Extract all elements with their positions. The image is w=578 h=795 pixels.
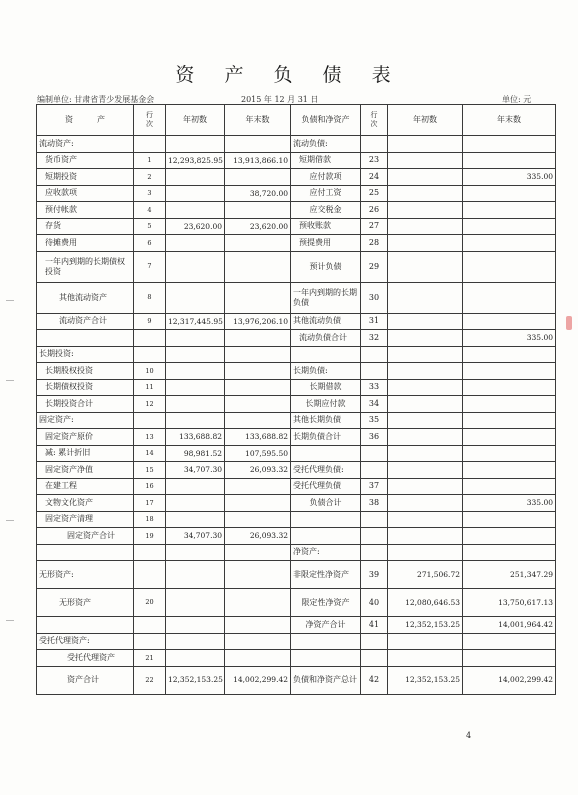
- asset-line-no: 8: [134, 282, 166, 313]
- asset-label: 固定资产原价: [37, 429, 134, 446]
- liability-begin-amount: [388, 650, 463, 667]
- liability-label: [291, 528, 361, 545]
- liability-end-amount: [463, 218, 556, 235]
- margin-mark: [6, 380, 14, 381]
- asset-begin-amount: [166, 396, 225, 413]
- liability-begin-amount: [388, 185, 463, 202]
- asset-begin-amount: 133,688.82: [166, 429, 225, 446]
- table-row: [37, 478, 556, 495]
- table-row: [37, 633, 556, 650]
- liability-end-amount: [463, 313, 556, 330]
- liability-label: 受托代理负债: [291, 478, 361, 495]
- liability-label: [291, 445, 361, 462]
- table-row: [37, 445, 556, 462]
- liability-line-no: 37: [361, 478, 388, 495]
- table-row: [37, 589, 556, 617]
- asset-begin-amount: [166, 379, 225, 396]
- liability-begin-amount: [388, 544, 463, 561]
- asset-line-no: [134, 633, 166, 650]
- liability-end-amount: [463, 202, 556, 219]
- liability-begin-amount: [388, 235, 463, 252]
- asset-end-amount: 26,093.32: [225, 528, 291, 545]
- liability-begin-amount: [388, 412, 463, 429]
- header-assets: 资 产: [37, 105, 134, 136]
- asset-begin-amount: [166, 544, 225, 561]
- liability-end-amount: [463, 511, 556, 528]
- asset-line-no: 18: [134, 511, 166, 528]
- liability-line-no: 31: [361, 313, 388, 330]
- liability-begin-amount: [388, 396, 463, 413]
- asset-end-amount: 13,976,206.10: [225, 313, 291, 330]
- table-row: [37, 561, 556, 589]
- asset-end-amount: [225, 379, 291, 396]
- liability-begin-amount: [388, 633, 463, 650]
- table-row: [37, 511, 556, 528]
- liability-end-amount: [463, 445, 556, 462]
- liability-end-amount: [463, 478, 556, 495]
- asset-begin-amount: [166, 633, 225, 650]
- asset-line-no: 6: [134, 235, 166, 252]
- liability-begin-amount: [388, 363, 463, 380]
- table-row: [37, 363, 556, 380]
- liability-line-no: [361, 650, 388, 667]
- asset-end-amount: [225, 478, 291, 495]
- asset-end-amount: [225, 544, 291, 561]
- asset-label: 文物文化资产: [37, 495, 134, 512]
- asset-begin-amount: [166, 185, 225, 202]
- liability-line-no: 33: [361, 379, 388, 396]
- liability-label: 流动负债合计: [291, 330, 361, 347]
- liability-end-amount: [463, 235, 556, 252]
- asset-begin-amount: 23,620.00: [166, 218, 225, 235]
- asset-end-amount: [225, 511, 291, 528]
- liability-end-amount: [463, 185, 556, 202]
- table-row: [37, 313, 556, 330]
- asset-begin-amount: [166, 202, 225, 219]
- liability-label: 净资产:: [291, 544, 361, 561]
- asset-label: 无形资产: [37, 589, 134, 617]
- asset-end-amount: [225, 251, 291, 282]
- liability-begin-amount: [388, 462, 463, 479]
- asset-line-no: 5: [134, 218, 166, 235]
- asset-line-no: 22: [134, 666, 166, 694]
- asset-line-no: 16: [134, 478, 166, 495]
- liability-end-amount: [463, 462, 556, 479]
- liability-line-no: [361, 528, 388, 545]
- asset-begin-amount: [166, 511, 225, 528]
- asset-label: 短期投资: [37, 169, 134, 186]
- asset-end-amount: [225, 633, 291, 650]
- asset-line-no: 14: [134, 445, 166, 462]
- liability-end-amount: 335.00: [463, 330, 556, 347]
- liability-label: 应付工资: [291, 185, 361, 202]
- asset-end-amount: 14,002,299.42: [225, 666, 291, 694]
- liability-line-no: 38: [361, 495, 388, 512]
- liability-end-amount: [463, 346, 556, 363]
- reporting-entity: 编制单位: 甘肃省青少发展基金会: [37, 95, 155, 104]
- liability-end-amount: 13,750,617.13: [463, 589, 556, 617]
- liability-begin-amount: [388, 136, 463, 153]
- asset-end-amount: [225, 495, 291, 512]
- liability-label: [291, 633, 361, 650]
- liability-line-no: [361, 544, 388, 561]
- asset-end-amount: 23,620.00: [225, 218, 291, 235]
- liability-line-no: 25: [361, 185, 388, 202]
- asset-begin-amount: [166, 235, 225, 252]
- asset-end-amount: [225, 169, 291, 186]
- asset-label: [37, 330, 134, 347]
- header-line-no-2: 行 次: [361, 105, 388, 136]
- liability-label: [291, 346, 361, 363]
- asset-line-no: 7: [134, 251, 166, 282]
- asset-line-no: 1: [134, 152, 166, 169]
- liability-end-amount: [463, 363, 556, 380]
- liability-begin-amount: [388, 495, 463, 512]
- liability-label: [291, 650, 361, 667]
- asset-begin-amount: [166, 495, 225, 512]
- asset-label: 流动资产合计: [37, 313, 134, 330]
- asset-line-no: 4: [134, 202, 166, 219]
- liability-label: 应交税金: [291, 202, 361, 219]
- table-row: [37, 202, 556, 219]
- asset-label: 流动资产:: [37, 136, 134, 153]
- table-row: [37, 617, 556, 634]
- asset-end-amount: [225, 561, 291, 589]
- asset-begin-amount: 34,707.30: [166, 462, 225, 479]
- table-row: [37, 218, 556, 235]
- asset-label: 预付帐款: [37, 202, 134, 219]
- liability-begin-amount: [388, 528, 463, 545]
- table-row: [37, 346, 556, 363]
- liability-begin-amount: [388, 478, 463, 495]
- liability-label: 预提费用: [291, 235, 361, 252]
- asset-line-no: 13: [134, 429, 166, 446]
- asset-line-no: 2: [134, 169, 166, 186]
- liability-label: 一年内到期的长期负债: [291, 282, 361, 313]
- asset-line-no: [134, 330, 166, 347]
- asset-end-amount: [225, 282, 291, 313]
- header-end-amount: 年末数: [225, 105, 291, 136]
- asset-end-amount: [225, 330, 291, 347]
- asset-label: 受托代理资产: [37, 650, 134, 667]
- table-row: [37, 185, 556, 202]
- liability-label: 长期负债:: [291, 363, 361, 380]
- asset-begin-amount: [166, 330, 225, 347]
- header-end-amount-2: 年末数: [463, 105, 556, 136]
- margin-mark: [6, 300, 14, 301]
- asset-line-no: 10: [134, 363, 166, 380]
- liability-begin-amount: 12,352,153.25: [388, 617, 463, 634]
- liability-label: 长期负债合计: [291, 429, 361, 446]
- liability-label: 流动负债:: [291, 136, 361, 153]
- asset-end-amount: 107,595.50: [225, 445, 291, 462]
- table-row: [37, 282, 556, 313]
- liability-begin-amount: [388, 152, 463, 169]
- liability-line-no: 24: [361, 169, 388, 186]
- asset-label: 其他流动资产: [37, 282, 134, 313]
- liability-begin-amount: [388, 169, 463, 186]
- asset-line-no: [134, 136, 166, 153]
- liability-line-no: 32: [361, 330, 388, 347]
- asset-line-no: [134, 412, 166, 429]
- asset-end-amount: [225, 617, 291, 634]
- asset-line-no: [134, 561, 166, 589]
- asset-line-no: 15: [134, 462, 166, 479]
- asset-end-amount: [225, 412, 291, 429]
- asset-label: 一年内到期的长期债权投资: [37, 251, 134, 282]
- asset-line-no: 19: [134, 528, 166, 545]
- liability-line-no: [361, 462, 388, 479]
- table-header-row: [37, 105, 556, 136]
- asset-begin-amount: [166, 650, 225, 667]
- table-row: [37, 462, 556, 479]
- asset-label: 在建工程: [37, 478, 134, 495]
- asset-line-no: 21: [134, 650, 166, 667]
- liability-label: 其他长期负债: [291, 412, 361, 429]
- asset-label: 长期股权投资: [37, 363, 134, 380]
- liability-begin-amount: [388, 429, 463, 446]
- asset-begin-amount: [166, 617, 225, 634]
- asset-end-amount: 38,720.00: [225, 185, 291, 202]
- liability-line-no: [361, 633, 388, 650]
- liability-label: 其他流动负债: [291, 313, 361, 330]
- liability-end-amount: [463, 528, 556, 545]
- asset-end-amount: [225, 202, 291, 219]
- liability-label: 非限定性净资产: [291, 561, 361, 589]
- liability-begin-amount: [388, 251, 463, 282]
- asset-line-no: [134, 617, 166, 634]
- table-row: [37, 412, 556, 429]
- liability-label: 长期应付款: [291, 396, 361, 413]
- liability-label: 短期借款: [291, 152, 361, 169]
- liability-begin-amount: 12,352,153.25: [388, 666, 463, 694]
- liability-line-no: 41: [361, 617, 388, 634]
- asset-line-no: 9: [134, 313, 166, 330]
- header-liabilities: 负债和净资产: [291, 105, 361, 136]
- asset-label: [37, 617, 134, 634]
- liability-label: [291, 511, 361, 528]
- liability-line-no: [361, 445, 388, 462]
- asset-begin-amount: [166, 346, 225, 363]
- liability-begin-amount: [388, 445, 463, 462]
- liability-end-amount: 14,001,964.42: [463, 617, 556, 634]
- table-row: [37, 528, 556, 545]
- balance-sheet-table: [36, 104, 556, 695]
- table-row: [37, 330, 556, 347]
- asset-begin-amount: [166, 561, 225, 589]
- liability-label: 预计负债: [291, 251, 361, 282]
- asset-label: 固定资产:: [37, 412, 134, 429]
- header-line-no: 行 次: [134, 105, 166, 136]
- asset-line-no: [134, 544, 166, 561]
- asset-end-amount: 133,688.82: [225, 429, 291, 446]
- liability-label: 负债合计: [291, 495, 361, 512]
- asset-label: 资产合计: [37, 666, 134, 694]
- table-row: [37, 379, 556, 396]
- liability-line-no: [361, 346, 388, 363]
- table-row: [37, 495, 556, 512]
- asset-line-no: 17: [134, 495, 166, 512]
- liability-line-no: 28: [361, 235, 388, 252]
- liability-end-amount: 251,347.29: [463, 561, 556, 589]
- asset-label: 货币资产: [37, 152, 134, 169]
- liability-line-no: 39: [361, 561, 388, 589]
- asset-line-no: 20: [134, 589, 166, 617]
- liability-end-amount: [463, 282, 556, 313]
- asset-end-amount: 26,093.32: [225, 462, 291, 479]
- asset-line-no: 12: [134, 396, 166, 413]
- liability-begin-amount: [388, 346, 463, 363]
- asset-begin-amount: 98,981.52: [166, 445, 225, 462]
- liability-label: 限定性净资产: [291, 589, 361, 617]
- asset-begin-amount: [166, 412, 225, 429]
- liability-line-no: [361, 511, 388, 528]
- liability-line-no: 36: [361, 429, 388, 446]
- table-row: [37, 429, 556, 446]
- asset-line-no: [134, 346, 166, 363]
- asset-label: 存货: [37, 218, 134, 235]
- liability-begin-amount: 271,506.72: [388, 561, 463, 589]
- asset-label: 待摊费用: [37, 235, 134, 252]
- liability-label: 长期借款: [291, 379, 361, 396]
- liability-begin-amount: [388, 511, 463, 528]
- asset-label: 长期投资合计: [37, 396, 134, 413]
- asset-label: 长期债权投资: [37, 379, 134, 396]
- liability-label: 应付款项: [291, 169, 361, 186]
- liability-line-no: 29: [361, 251, 388, 282]
- asset-label: [37, 544, 134, 561]
- liability-line-no: 42: [361, 666, 388, 694]
- liability-line-no: 35: [361, 412, 388, 429]
- table-row: [37, 169, 556, 186]
- asset-end-amount: [225, 346, 291, 363]
- liability-label: 受托代理负债:: [291, 462, 361, 479]
- liability-end-amount: [463, 136, 556, 153]
- liability-end-amount: 335.00: [463, 169, 556, 186]
- asset-end-amount: 13,913,866.10: [225, 152, 291, 169]
- liability-end-amount: [463, 251, 556, 282]
- liability-end-amount: [463, 544, 556, 561]
- liability-label: 净资产合计: [291, 617, 361, 634]
- asset-begin-amount: 34,707.30: [166, 528, 225, 545]
- liability-end-amount: [463, 379, 556, 396]
- margin-mark: [6, 520, 14, 521]
- liability-line-no: [361, 363, 388, 380]
- asset-label: 无形资产:: [37, 561, 134, 589]
- red-stamp-edge: [566, 316, 572, 330]
- liability-end-amount: [463, 633, 556, 650]
- liability-begin-amount: [388, 379, 463, 396]
- liability-end-amount: 335.00: [463, 495, 556, 512]
- liability-end-amount: [463, 412, 556, 429]
- liability-line-no: 27: [361, 218, 388, 235]
- report-date: 2015 年 12 月 31 日: [241, 95, 319, 104]
- asset-line-no: 3: [134, 185, 166, 202]
- asset-label: 减: 累计折旧: [37, 445, 134, 462]
- asset-end-amount: [225, 650, 291, 667]
- asset-label: 长期投资:: [37, 346, 134, 363]
- liability-line-no: 23: [361, 152, 388, 169]
- liability-label: 负债和净资产总计: [291, 666, 361, 694]
- currency-unit: 单位: 元: [502, 95, 532, 104]
- asset-begin-amount: [166, 251, 225, 282]
- liability-line-no: [361, 136, 388, 153]
- header-begin-amount-2: 年初数: [388, 105, 463, 136]
- asset-begin-amount: [166, 136, 225, 153]
- liability-end-amount: [463, 152, 556, 169]
- table-row: [37, 136, 556, 153]
- asset-end-amount: [225, 136, 291, 153]
- asset-begin-amount: [166, 169, 225, 186]
- liability-end-amount: [463, 396, 556, 413]
- liability-end-amount: [463, 650, 556, 667]
- liability-begin-amount: [388, 282, 463, 313]
- asset-begin-amount: [166, 589, 225, 617]
- table-row: [37, 251, 556, 282]
- asset-label: 固定资产合计: [37, 528, 134, 545]
- liability-begin-amount: [388, 202, 463, 219]
- liability-begin-amount: [388, 330, 463, 347]
- asset-end-amount: [225, 363, 291, 380]
- asset-end-amount: [225, 589, 291, 617]
- asset-label: 受托代理资产:: [37, 633, 134, 650]
- asset-label: 固定资产净值: [37, 462, 134, 479]
- margin-mark: [6, 620, 14, 621]
- liability-end-amount: 14,002,299.42: [463, 666, 556, 694]
- liability-begin-amount: [388, 218, 463, 235]
- asset-begin-amount: [166, 282, 225, 313]
- liability-line-no: 30: [361, 282, 388, 313]
- table-row: [37, 396, 556, 413]
- table-row: [37, 650, 556, 667]
- document-title: 资 产 负 债 表: [175, 64, 403, 86]
- liability-begin-amount: 12,080,646.53: [388, 589, 463, 617]
- asset-end-amount: [225, 235, 291, 252]
- table-row: [37, 152, 556, 169]
- asset-line-no: 11: [134, 379, 166, 396]
- table-row: [37, 666, 556, 694]
- asset-end-amount: [225, 396, 291, 413]
- asset-label: 应收款项: [37, 185, 134, 202]
- asset-begin-amount: [166, 363, 225, 380]
- asset-begin-amount: 12,293,825.95: [166, 152, 225, 169]
- table-row: [37, 235, 556, 252]
- liability-end-amount: [463, 429, 556, 446]
- asset-begin-amount: [166, 478, 225, 495]
- liability-line-no: 40: [361, 589, 388, 617]
- liability-line-no: 26: [361, 202, 388, 219]
- asset-begin-amount: 12,317,445.95: [166, 313, 225, 330]
- liability-label: 预收账款: [291, 218, 361, 235]
- header-begin-amount: 年初数: [166, 105, 225, 136]
- asset-label: 固定资产清理: [37, 511, 134, 528]
- asset-begin-amount: 12,352,153.25: [166, 666, 225, 694]
- table-row: [37, 544, 556, 561]
- liability-begin-amount: [388, 313, 463, 330]
- page-number: 4: [466, 731, 472, 740]
- liability-line-no: 34: [361, 396, 388, 413]
